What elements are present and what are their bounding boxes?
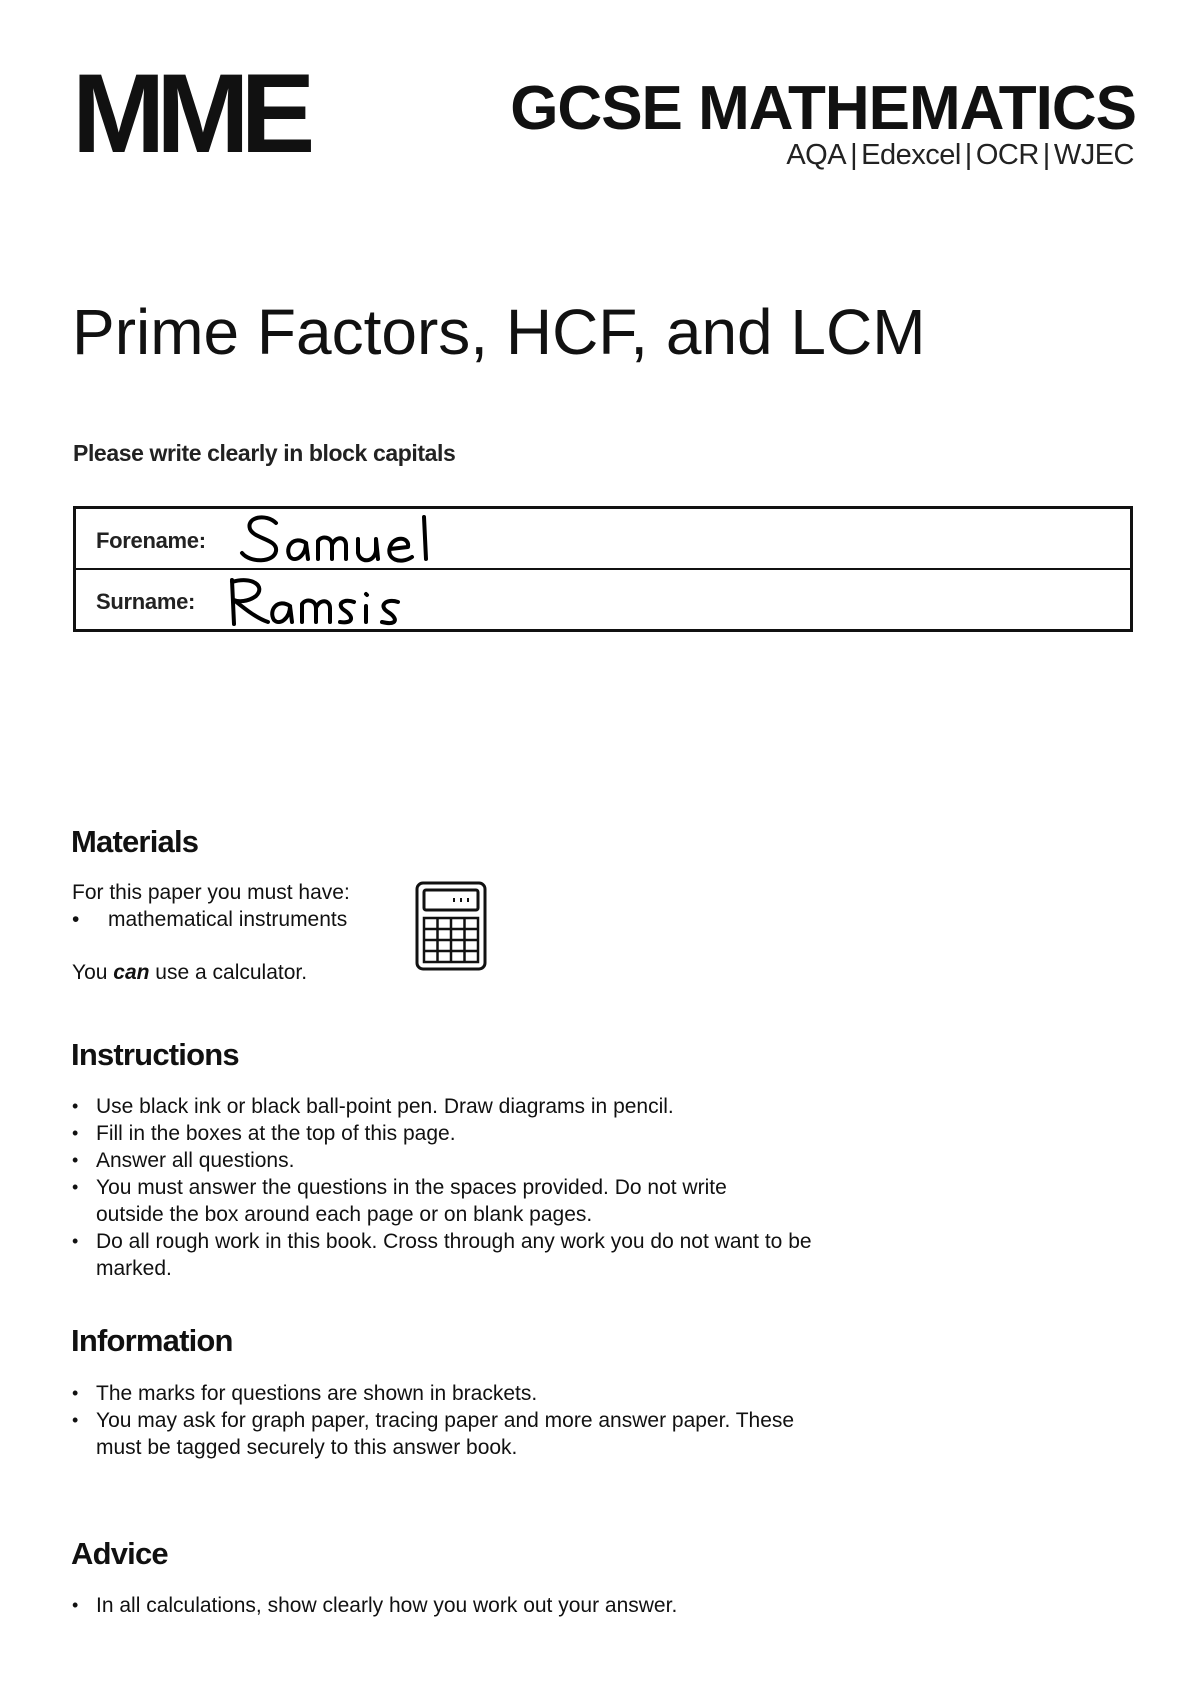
- instructions-heading: Instructions: [71, 1037, 239, 1072]
- list-item: • You must answer the questions in the spaces provided. Do not write outside the box around each page or on blank pages.: [72, 1174, 786, 1228]
- board-ocr: OCR: [975, 139, 1039, 171]
- board-separator: |: [850, 139, 858, 171]
- list-item: • Fill in the boxes at the top of this page.: [72, 1120, 812, 1147]
- information-list: [72, 1380, 812, 1461]
- surname-handwriting: [222, 572, 452, 630]
- calculator-note-emphasis: can: [113, 961, 150, 984]
- paper-title: Prime Factors, HCF, and LCM: [72, 296, 926, 368]
- surname-label: Surname:: [96, 589, 196, 614]
- calculator-note-after: use a calculator.: [149, 961, 308, 984]
- list-item: • The marks for questions are shown in brackets.: [72, 1380, 812, 1407]
- list-item: • You may ask for graph paper, tracing paper and more answer paper. These must be tagged securely to this answer book.: [72, 1407, 796, 1461]
- calculator-note: [72, 959, 307, 986]
- board-separator: |: [1042, 139, 1050, 171]
- advice-heading: Advice: [71, 1536, 168, 1571]
- materials-item-text: mathematical instruments: [108, 908, 348, 931]
- forename-row[interactable]: [76, 509, 1130, 570]
- materials-item: [72, 906, 347, 933]
- exam-boards: [786, 141, 1134, 170]
- list-item: • Answer all questions.: [72, 1147, 812, 1174]
- list-item: • Do all rough work in this book. Cross through any work you do not want to be marked.: [72, 1228, 826, 1282]
- bullet: •: [72, 908, 80, 931]
- surname-row[interactable]: [76, 570, 1130, 631]
- board-aqa: AQA: [786, 139, 847, 171]
- instructions-list: [72, 1093, 812, 1282]
- materials-heading: Materials: [71, 824, 199, 859]
- list-item: • In all calculations, show clearly how you work out your answer.: [72, 1592, 812, 1619]
- board-wjec: WJEC: [1053, 139, 1134, 171]
- information-heading: Information: [71, 1323, 233, 1358]
- board-edexcel: Edexcel: [861, 139, 961, 171]
- block-capitals-note: Please write clearly in block capitals: [73, 440, 456, 466]
- calculator-icon: [415, 881, 487, 971]
- board-separator: |: [964, 139, 972, 171]
- advice-list: [72, 1592, 812, 1619]
- forename-handwriting: [236, 511, 466, 569]
- forename-label: Forename:: [96, 528, 206, 553]
- materials-intro: For this paper you must have:: [72, 881, 350, 904]
- calculator-note-before: You: [72, 961, 114, 984]
- mme-logo: MME: [72, 51, 307, 176]
- brand-title: GCSE MATHEMATICS: [510, 74, 1136, 143]
- candidate-name-box: [73, 506, 1133, 632]
- list-item: • Use black ink or black ball-point pen. Draw diagrams in pencil.: [72, 1093, 812, 1120]
